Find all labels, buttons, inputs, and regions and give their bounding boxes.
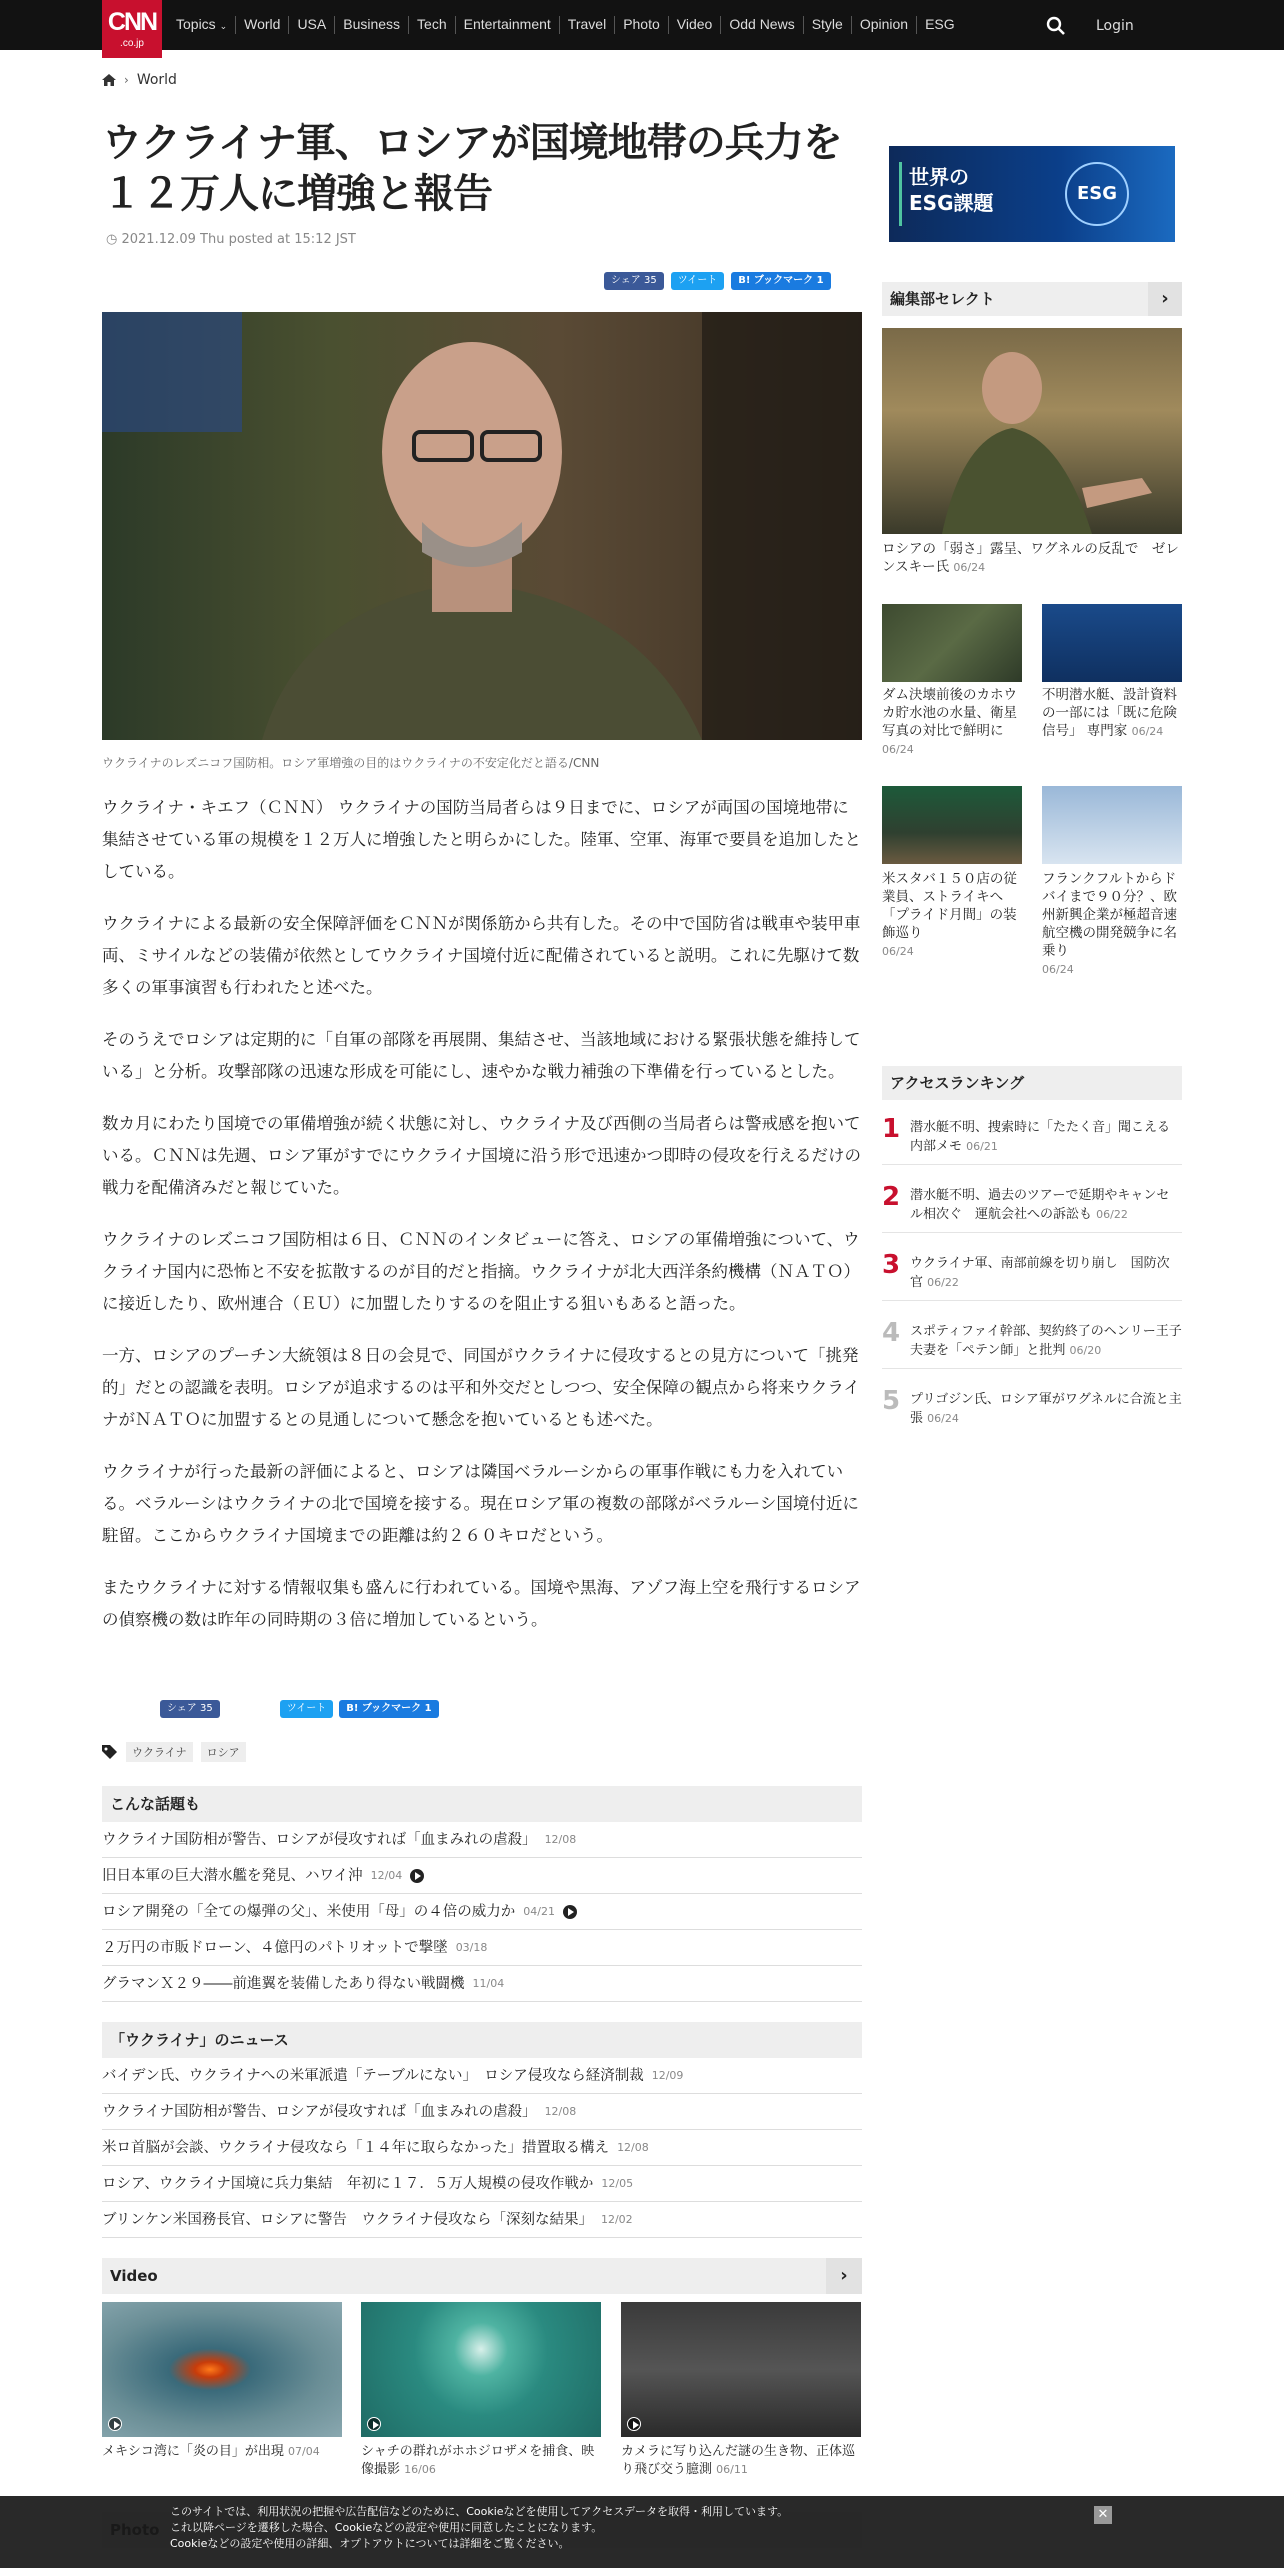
editors-item[interactable]: 米スタバ１５０店の従業員、ストライキへ 「プライド月間」の装飾巡り 06/24 bbox=[882, 871, 1017, 958]
breadcrumb-current[interactable]: World bbox=[136, 72, 177, 88]
nav-world[interactable]: World bbox=[235, 16, 288, 34]
nav-video[interactable]: Video bbox=[668, 16, 721, 34]
close-icon[interactable]: ✕ bbox=[1094, 2506, 1112, 2524]
article-main-image bbox=[102, 312, 862, 740]
cookie-banner bbox=[0, 2496, 1284, 2568]
chevron-down-icon: ⌄ bbox=[219, 21, 228, 31]
logo-main: CNN bbox=[107, 8, 157, 36]
ukraine-news-heading: 「ウクライナ」のニュース bbox=[102, 2022, 862, 2058]
hatena-bookmark-button[interactable]: B! ブックマーク 1 bbox=[731, 272, 830, 290]
ranking-heading: アクセスランキング bbox=[882, 1066, 1182, 1100]
logo-sub: .co.jp bbox=[120, 38, 144, 49]
twitter-share-button[interactable]: ツイート bbox=[671, 272, 725, 290]
editors-item[interactable]: ダム決壊前後のカホウカ貯水池の水量、衛星写真の対比で鮮明に 06/24 bbox=[882, 687, 1017, 756]
ranking-item[interactable]: 2 潜水艇不明、過去のツアーで延期やキャンセル相次ぐ 運航会社への訴訟も 06/22 bbox=[882, 1182, 1182, 1233]
tag-link[interactable]: ロシア bbox=[201, 1742, 246, 1762]
paragraph: ウクライナが行った最新の評価によると、ロシアは隣国ベラルーシからの軍事作戦にも力を入れている。ベラルーシはウクライナの北で国境を接する。現在ロシア軍の複数の部隊がベラルーシ国境付近に駐留。ここからウクライナ国境までの距離は約２６０キロだという。 bbox=[102, 1462, 859, 1545]
video-thumbnail bbox=[621, 2302, 861, 2437]
cookie-text: このサイトでは、利用状況の把握や広告配信などのために、Cookieなどを使用してアクセスデータを取得・利用しています。 bbox=[170, 2505, 789, 2518]
editors-select-heading: 編集部セレクト › bbox=[882, 282, 1182, 316]
nav-photo[interactable]: Photo bbox=[614, 16, 668, 34]
paragraph: またウクライナに対する情報収集も盛んに行われている。国境や黒海、アゾフ海上空を飛行するロシアの偵察機の数は昨年の同時期の３倍に増加しているという。 bbox=[102, 1578, 861, 1629]
cookie-text: これ以降ページを遷移した場合、Cookieなどの設定や使用に同意したことになります。 bbox=[170, 2521, 603, 2534]
portrait-illustration bbox=[102, 312, 862, 740]
paragraph: そのうえでロシアは定期的に「自軍の部隊を再展開、集結させ、当該地域における緊張状態を維持している」と分析。攻撃部隊の迅速な形成を可能にし、速やかな戦力補強の下準備を行っているとした。 bbox=[102, 1030, 861, 1081]
chevron-right-icon[interactable]: › bbox=[826, 2258, 862, 2294]
play-icon bbox=[410, 1869, 424, 1883]
ranking-item[interactable]: 4 スポティファイ幹部、契約終了のヘンリー王子夫妻を「ペテン師」と批判 06/20 bbox=[882, 1318, 1182, 1369]
paragraph: ウクライナ・キエフ（ＣＮＮ） ウクライナの国防当局者らは９日までに、ロシアが両国の国境地帯に集結させている軍の規模を１２万人に増強したと明らかにした。陸軍、空軍、海軍で要員を追加したとしている。 bbox=[102, 798, 861, 881]
nav-topics[interactable]: Topics ⌄ bbox=[176, 16, 228, 32]
facebook-share-button[interactable]: シェア 35 bbox=[604, 272, 664, 290]
ranking-item[interactable]: 5 プリゴジン氏、ロシア軍がワグネルに合流と主張 06/24 bbox=[882, 1386, 1182, 1426]
editors-main-image[interactable] bbox=[882, 328, 1182, 534]
share-buttons-top bbox=[604, 272, 831, 290]
share-group bbox=[280, 1700, 439, 1718]
play-icon bbox=[108, 2417, 122, 2431]
ranking-item[interactable]: 3 ウクライナ軍、南部前線を切り崩し 国防次官 06/22 bbox=[882, 1250, 1182, 1301]
editors-item[interactable]: 不明潜水艇、設計資料の一部には「既に危険信号」 専門家 06/24 bbox=[1042, 687, 1177, 739]
site-header bbox=[0, 0, 1284, 50]
chevron-right-icon: › bbox=[124, 73, 129, 87]
news-thumbnail[interactable] bbox=[882, 786, 1022, 864]
list-item[interactable]: 米ロ首脳が会談、ウクライナ侵攻なら「１４年に取らなかった」措置取る構え 12/08 bbox=[102, 2130, 862, 2166]
list-item[interactable]: ウクライナ国防相が警告、ロシアが侵攻すれば「血まみれの虐殺」 12/08 bbox=[102, 2094, 862, 2130]
banner-accent bbox=[899, 162, 902, 226]
video-thumbnail bbox=[102, 2302, 342, 2437]
play-icon bbox=[563, 1905, 577, 1919]
search-icon[interactable] bbox=[1046, 16, 1066, 36]
news-thumbnail[interactable] bbox=[1042, 786, 1182, 864]
play-icon bbox=[367, 2417, 381, 2431]
related-heading: こんな話題も bbox=[102, 1786, 862, 1822]
news-thumbnail[interactable] bbox=[882, 604, 1022, 682]
cnn-logo[interactable] bbox=[102, 0, 162, 58]
facebook-share-button[interactable]: シェア 35 bbox=[160, 1700, 220, 1718]
nav-opinion[interactable]: Opinion bbox=[851, 16, 916, 34]
share-buttons-bottom bbox=[160, 1700, 439, 1718]
clock-icon: ◷ bbox=[106, 232, 118, 247]
list-item[interactable]: ２万円の市販ドローン、４億円のパトリオットで撃墜 03/18 bbox=[102, 1930, 862, 1966]
hatena-bookmark-button[interactable]: B! ブックマーク 1 bbox=[339, 1700, 438, 1718]
paragraph: ウクライナによる最新の安全保障評価をＣＮＮが関係筋から共有した。その中で国防省は戦車や装甲車両、ミサイルなどの装備が依然としてウクライナ国境付近に配備されていると説明。これに先駆けて数多くの軍事演習も行われたと述べた。 bbox=[102, 914, 861, 997]
list-item[interactable]: ブリンケン米国務長官、ロシアに警告 ウクライナ侵攻なら「深刻な結果」 12/02 bbox=[102, 2202, 862, 2238]
paragraph: ウクライナのレズニコフ国防相は６日、ＣＮＮのインタビューに答え、ロシアの軍備増強について、ウクライナ国内に恐怖と不安を拡散するのが目的だと指摘。ウクライナが北大西洋条約機構（ＮＡＴＯ）に接近したり、欧州連合（ＥＵ）に加盟したりするのを阻止する狙いもあると語った。 bbox=[102, 1230, 861, 1313]
main-nav bbox=[172, 16, 963, 34]
image-caption: ウクライナのレズニコフ国防相。ロシア軍増強の目的はウクライナの不安定化だと語る/CNN bbox=[102, 756, 600, 770]
nav-entertainment[interactable]: Entertainment bbox=[455, 16, 559, 34]
article-date: ◷ 2021.12.09 Thu posted at 15:12 JST bbox=[106, 232, 356, 247]
related-list bbox=[102, 1822, 862, 2002]
nav-tech[interactable]: Tech bbox=[408, 16, 455, 34]
video-card[interactable]: シャチの群れがホホジロザメを捕食、映像撮影 16/06 bbox=[361, 2302, 601, 2479]
article-tags bbox=[102, 1742, 246, 1762]
news-thumbnail[interactable] bbox=[1042, 604, 1182, 682]
chevron-right-icon[interactable]: › bbox=[1148, 282, 1182, 316]
list-item[interactable]: ロシア開発の「全ての爆弾の父」、米使用「母」の４倍の威力か 04/21 bbox=[102, 1894, 862, 1930]
editors-item[interactable]: フランクフルトからドバイまで９０分？、欧州新興企業が極超音速航空機の開発競争に名乗り 06/24 bbox=[1042, 871, 1177, 976]
list-item[interactable]: バイデン氏、ウクライナへの米軍派遣「テーブルにない」 ロシア侵攻なら経済制裁 12/09 bbox=[102, 2058, 862, 2094]
list-item[interactable]: ウクライナ国防相が警告、ロシアが侵攻すれば「血まみれの虐殺」 12/08 bbox=[102, 1822, 862, 1858]
editors-main-title[interactable]: ロシアの「弱さ」露呈、ワグネルの反乱で ゼレンスキー氏 06/24 bbox=[882, 541, 1179, 575]
tag-icon bbox=[102, 1745, 118, 1759]
breadcrumb bbox=[102, 72, 177, 88]
portrait-illustration bbox=[882, 328, 1182, 534]
ranking-item[interactable]: 1 潜水艇不明、捜索時に「たたく音」聞こえる 内部メモ 06/21 bbox=[882, 1114, 1182, 1165]
article-body bbox=[102, 792, 862, 1656]
article-title: ウクライナ軍、ロシアが国境地帯の兵力を１２万人に増強と報告 bbox=[102, 120, 842, 217]
nav-travel[interactable]: Travel bbox=[559, 16, 614, 34]
nav-business[interactable]: Business bbox=[334, 16, 408, 34]
nav-odd-news[interactable]: Odd News bbox=[720, 16, 802, 34]
nav-esg[interactable]: ESG bbox=[916, 16, 963, 34]
list-item[interactable]: 旧日本軍の巨大潜水艦を発見、ハワイ沖 12/04 bbox=[102, 1858, 862, 1894]
cookie-text: Cookieなどの設定や使用の詳細、オプトアウトについては詳細をご覧ください。 bbox=[170, 2537, 570, 2550]
twitter-share-button[interactable]: ツイート bbox=[280, 1700, 334, 1718]
video-thumbnail bbox=[361, 2302, 601, 2437]
login-link[interactable]: Login bbox=[1096, 18, 1134, 34]
esg-banner-text: 世界の ESG課題 bbox=[909, 165, 994, 215]
esg-globe-icon: ESG bbox=[1065, 162, 1129, 226]
list-item[interactable]: グラマンＸ２９――前進翼を装備したあり得ない戦闘機 11/04 bbox=[102, 1966, 862, 2002]
tag-link[interactable]: ウクライナ bbox=[126, 1742, 193, 1762]
video-heading: Video › bbox=[102, 2258, 862, 2294]
esg-banner[interactable] bbox=[889, 146, 1175, 242]
list-item[interactable]: ロシア、ウクライナ国境に兵力集結 年初に１７．５万人規模の侵攻作戦か 12/05 bbox=[102, 2166, 862, 2202]
video-card[interactable]: メキシコ湾に「炎の目」が出現 07/04 bbox=[102, 2302, 342, 2461]
nav-style[interactable]: Style bbox=[803, 16, 851, 34]
paragraph: 一方、ロシアのプーチン大統領は８日の会見で、同国がウクライナに侵攻するとの見方について「挑発的」だとの認識を表明。ロシアが追求するのは平和外交だとしつつ、安全保障の観点から将来ウクライナがＮＡＴＯに加盟するとの見通しについて懸念を抱いているとも述べた。 bbox=[102, 1346, 860, 1429]
ukraine-news-list bbox=[102, 2058, 862, 2238]
paragraph: 数カ月にわたり国境での軍備増強が続く状態に対し、ウクライナ及び西側の当局者らは警戒感を抱いている。ＣＮＮは先週、ロシア軍がすでにウクライナ国境に沿う形で迅速かつ即時の侵攻を行えるだけの戦力を配備済みだと報じていた。 bbox=[102, 1114, 861, 1197]
play-icon bbox=[627, 2417, 641, 2431]
video-card[interactable]: カメラに写り込んだ謎の生き物、正体巡り飛び交う臆測 06/11 bbox=[621, 2302, 861, 2479]
home-icon[interactable] bbox=[102, 74, 116, 86]
nav-usa[interactable]: USA bbox=[288, 16, 334, 34]
